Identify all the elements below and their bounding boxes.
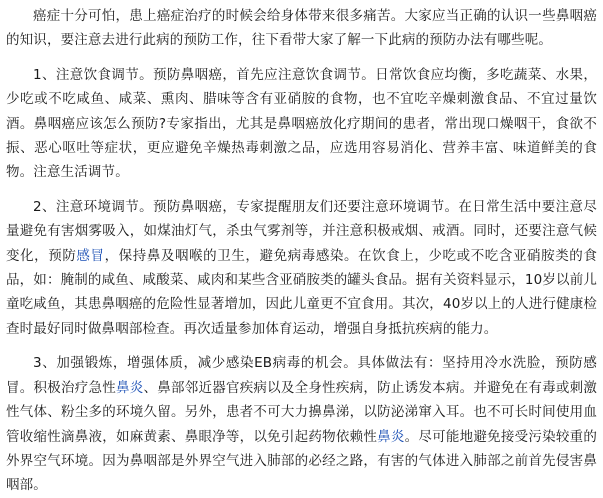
paragraph-text: 1、注意饮食调节。预防鼻咽癌，首先应注意饮食调节。日常饮食应均衡，多吃蔬菜、水果，少吃或不吃咸鱼、咸菜、熏肉、腊味等含有亚硝胺的食物，也不宜吃辛燥刺激食品、不宜过量饮酒。鼻咽癌应该怎么预防?专家指出，尤其是鼻咽癌放化疗期间的患者，常出现口燥咽干，食欲不振、恶心呕吐等症状，更应避免辛燥热毒刺激之品，应选用容易消化、营养丰富、味道鲜美的食物。注意生活调节。 bbox=[6, 66, 597, 181]
paragraph-text: 、鼻部邻近器官疾病以及全身性疾病，防止诱发本病。并避免在有毒或刺激性气体、粉尘多的环境久留。另外，患者不可大力擤鼻涕，以防泌涕窜入耳。也不可长时间使用血管收缩性滴鼻液，如麻黄素、鼻眼净等，以免引起药物依赖性 bbox=[6, 379, 597, 445]
paragraph-intro bbox=[6, 4, 597, 53]
paragraph-text: 2、注意环境调节。预防鼻咽癌，专家提醒朋友们还要注意环境调节。在日常生活中要注意尽量避免有害烟雾吸入，如煤油灯气，杀虫气雾剂等，并注意积极戒烟、戒酒。同时，还要注意气候变化，预防 bbox=[6, 198, 597, 264]
link-biyan[interactable]: 鼻炎 bbox=[115, 379, 144, 396]
paragraph-text: 3、加强锻炼，增强体质，减少感染EB病毒的机会。具体做法有：坚持用冷水洗脸，预防感冒。积极治疗急性 bbox=[6, 355, 597, 396]
link-ganmao[interactable]: 感冒 bbox=[76, 247, 105, 264]
paragraph-diet bbox=[6, 63, 597, 185]
paragraph-environment bbox=[6, 195, 597, 341]
paragraph-text: 。尽可能地避免接受污染较重的外界空气环境。因为鼻咽部是外界空气进入肺部的必经之路，有害的气体进入肺部之前首先侵害鼻咽部。 bbox=[6, 428, 597, 494]
link-biyan[interactable]: 鼻炎 bbox=[377, 428, 405, 445]
paragraph-text: ，保持鼻及咽喉的卫生，避免病毒感染。在饮食上，少吃或不吃含亚硝胺类的食品，如：腌制的咸鱼、咸酸菜、咸肉和某些含亚硝胺类的罐头食品。据有关资料显示，10岁以前儿童吃咸鱼，其患鼻咽癌的危险性显著增加，因此儿童更不宜食用。其次，40岁以上的人进行健康检查时最好同时做鼻咽部检查。再次适量参加体育运动，增强自身抵抗疾病的能力。 bbox=[6, 247, 598, 337]
paragraph-text: 癌症十分可怕，患上癌症治疗的时候会给身体带来很多痛苦。大家应当正确的认识一些鼻咽癌的知识，要注意去进行此病的预防工作，往下看带大家了解一下此病的预防办法有哪些呢。 bbox=[6, 8, 597, 49]
paragraph-exercise bbox=[6, 351, 597, 497]
